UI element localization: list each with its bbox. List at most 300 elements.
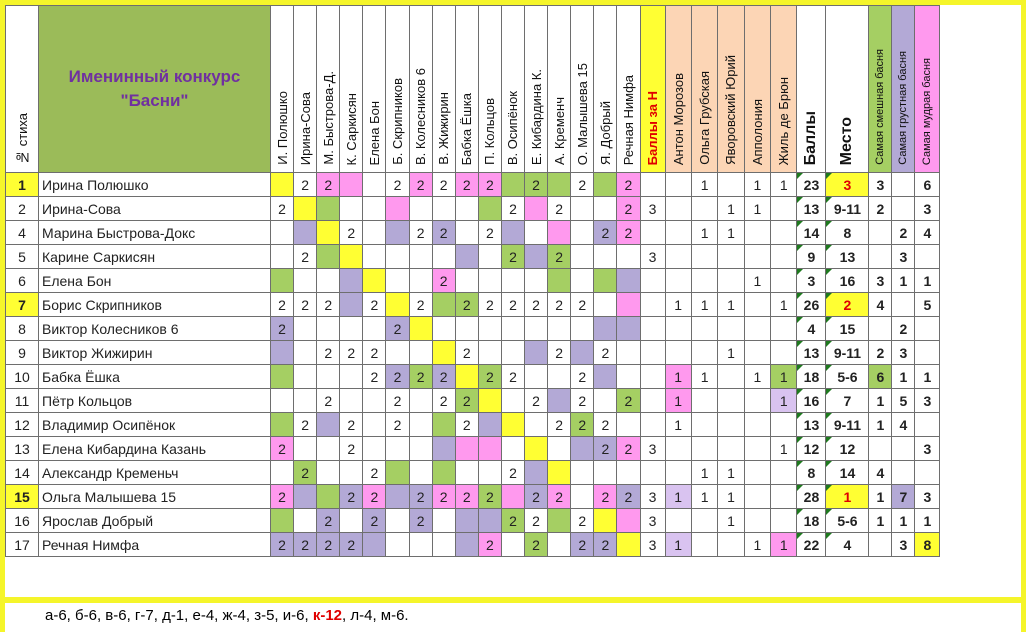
vote-cell [294,317,317,341]
row-number: 5 [6,245,39,269]
guest-vote-cell: 1 [665,389,691,413]
guest-vote-cell: 1 [691,293,717,317]
vote-cell: 2 [271,485,294,509]
vote-cell [525,461,548,485]
guest-vote-cell [665,221,691,245]
vote-cell [455,461,478,485]
vote-cell: 2 [525,293,548,317]
vote-cell: 2 [294,533,317,557]
guest-vote-cell [691,317,717,341]
fable-author-name: Владимир Осипёнок [39,413,271,437]
table-row [6,365,940,389]
vote-cell: 2 [525,173,548,197]
vote-cell [409,245,432,269]
vote-cell [432,413,455,437]
guest-vote-cell [718,173,744,197]
guest-vote-cell [718,269,744,293]
table-row [6,317,940,341]
table-row [6,485,940,509]
vote-cell [501,413,524,437]
author-header-1: И. Полюшко [271,6,294,173]
guest-vote-cell [665,461,691,485]
nomination-funny-cell: 1 [869,509,892,533]
table-row [6,509,940,533]
table-row [6,461,940,485]
vote-cell [294,485,317,509]
vote-cell: 2 [617,437,640,461]
vote-cell [617,365,640,389]
vote-cell [594,245,617,269]
vote-cell [340,317,363,341]
guest-vote-cell: 1 [771,437,797,461]
nomination-wise-cell: 8 [915,533,940,557]
row-number: 16 [6,509,39,533]
n-points-cell [640,173,665,197]
vote-cell [525,245,548,269]
vote-cell [386,461,409,485]
vote-cell [478,341,501,365]
vote-cell [455,317,478,341]
author-header-7: В. Колесников 6 [409,6,432,173]
vote-cell: 2 [594,437,617,461]
vote-cell [432,533,455,557]
vote-cell: 2 [478,173,501,197]
score-header: Баллы [797,6,826,173]
place-cell: 2 [826,293,869,317]
guest-vote-cell [691,509,717,533]
vote-cell: 2 [455,485,478,509]
vote-cell [271,341,294,365]
n-points-cell [640,461,665,485]
vote-cell: 2 [317,293,340,317]
guest-vote-cell [665,269,691,293]
vote-cell [271,245,294,269]
vote-cell [340,197,363,221]
vote-cell: 2 [455,413,478,437]
guest-vote-cell [771,461,797,485]
n-points-cell [640,365,665,389]
vote-cell [594,389,617,413]
author-header-5: Елена Бон [363,6,386,173]
vote-cell: 2 [409,221,432,245]
vote-cell [386,509,409,533]
vote-cell [594,461,617,485]
vote-cell [294,221,317,245]
vote-cell [525,197,548,221]
row-number: 14 [6,461,39,485]
guest-header-3: Яворовский Юрий [718,6,744,173]
vote-cell: 2 [386,389,409,413]
header-stih: № стиха [6,6,39,173]
guest-vote-cell: 1 [718,485,744,509]
row-number: 8 [6,317,39,341]
author-header-15: Я. Добрый [594,6,617,173]
vote-cell: 2 [571,365,594,389]
vote-cell: 2 [548,485,571,509]
vote-cell [548,461,571,485]
place-cell: 15 [826,317,869,341]
vote-cell [386,269,409,293]
guest-vote-cell: 1 [691,485,717,509]
vote-cell: 2 [548,197,571,221]
vote-cell [340,389,363,413]
vote-cell [455,533,478,557]
vote-cell [617,245,640,269]
guest-header-2: Ольга Грубская [691,6,717,173]
contest-title [39,6,271,173]
vote-cell [386,341,409,365]
vote-cell [478,269,501,293]
vote-cell: 2 [548,341,571,365]
vote-cell [386,221,409,245]
place-cell: 9-11 [826,341,869,365]
vote-cell [478,389,501,413]
guest-header-4: Апполония [744,6,770,173]
fable-author-name: Марина Быстрова-Докс [39,221,271,245]
place-header: Место [826,6,869,173]
vote-cell [363,317,386,341]
vote-cell: 2 [594,485,617,509]
vote-cell [363,389,386,413]
vote-cell [501,221,524,245]
vote-cell [409,533,432,557]
guest-vote-cell [771,221,797,245]
vote-cell: 2 [363,341,386,365]
vote-cell [432,437,455,461]
score-cell: 12 [797,437,826,461]
vote-cell: 2 [571,173,594,197]
vote-cell: 2 [409,509,432,533]
vote-cell: 2 [571,509,594,533]
nomination-funny-cell: 1 [869,389,892,413]
contest-title-line1: Именинный конкурс [68,67,241,86]
vote-cell [271,173,294,197]
vote-cell [548,317,571,341]
vote-cell [294,437,317,461]
guest-vote-cell [771,509,797,533]
author-header-3: М. Быстрова-Д. [317,6,340,173]
vote-cell [548,509,571,533]
guest-vote-cell [665,317,691,341]
nomination-funny-cell: 6 [869,365,892,389]
vote-cell [594,509,617,533]
vote-cell [294,509,317,533]
score-cell: 13 [797,341,826,365]
guest-vote-cell [691,413,717,437]
vote-cell [317,317,340,341]
vote-cell [548,389,571,413]
score-cell: 16 [797,389,826,413]
nomination-funny-cell [869,533,892,557]
table-row [6,173,940,197]
vote-cell [525,437,548,461]
vote-cell [617,461,640,485]
vote-cell: 2 [548,245,571,269]
guest-vote-cell [691,269,717,293]
vote-cell [409,389,432,413]
guest-vote-cell [744,413,770,437]
contest-title-line2: "Басни" [120,91,189,110]
score-cell: 8 [797,461,826,485]
guest-vote-cell: 1 [665,485,691,509]
vote-cell: 2 [478,365,501,389]
nomination-sad-cell: 1 [892,269,915,293]
nomination-wise-cell [915,461,940,485]
vote-cell: 2 [409,365,432,389]
guest-vote-cell: 1 [771,365,797,389]
guest-vote-cell [771,245,797,269]
place-cell: 7 [826,389,869,413]
guest-vote-cell [718,437,744,461]
vote-cell [455,197,478,221]
vote-cell: 2 [271,437,294,461]
guest-vote-cell: 1 [744,269,770,293]
nomination-sad-cell: 7 [892,485,915,509]
spreadsheet-sheet [5,5,1021,624]
vote-cell: 2 [432,269,455,293]
vote-cell [571,197,594,221]
vote-cell [548,437,571,461]
fable-author-name: Ирина-Сова [39,197,271,221]
vote-cell: 2 [409,485,432,509]
vote-cell [317,269,340,293]
vote-cell [455,509,478,533]
vote-cell [478,461,501,485]
nomination-sad-cell [892,437,915,461]
nomination-wise-cell: 4 [915,221,940,245]
vote-cell [501,485,524,509]
vote-cell [386,485,409,509]
vote-cell [432,197,455,221]
vote-cell: 2 [501,293,524,317]
guest-vote-cell [665,437,691,461]
vote-cell [409,317,432,341]
vote-cell: 2 [386,173,409,197]
results-table [5,5,940,557]
vote-cell: 2 [455,293,478,317]
score-cell: 4 [797,317,826,341]
vote-cell [594,317,617,341]
vote-cell: 2 [340,413,363,437]
vote-cell: 2 [340,221,363,245]
row-number: 6 [6,269,39,293]
nomination-funny-cell: 4 [869,293,892,317]
nomination-sad-cell [892,461,915,485]
vote-cell: 2 [294,461,317,485]
nomination-sad-cell: 5 [892,389,915,413]
vote-cell [478,413,501,437]
vote-cell [594,365,617,389]
vote-cell [294,341,317,365]
vote-cell: 2 [455,389,478,413]
fable-author-name: Пётр Кольцов [39,389,271,413]
vote-cell: 2 [317,341,340,365]
nomination-wise-cell: 1 [915,365,940,389]
nomination-wise-cell: 5 [915,293,940,317]
vote-cell [501,533,524,557]
row-number: 7 [6,293,39,317]
vote-cell: 2 [432,173,455,197]
vote-cell [363,533,386,557]
nomination-funny-cell [869,437,892,461]
author-header-9: Бабка Ёшка [455,6,478,173]
score-cell: 26 [797,293,826,317]
nomination-wise-cell [915,245,940,269]
vote-cell [340,173,363,197]
vote-cell [363,173,386,197]
guest-vote-cell: 1 [771,389,797,413]
vote-cell [455,365,478,389]
score-cell: 13 [797,413,826,437]
vote-cell [363,197,386,221]
vote-cell: 2 [571,293,594,317]
vote-cell: 2 [294,413,317,437]
vote-cell [294,365,317,389]
guest-vote-cell [744,341,770,365]
n-points-cell [640,221,665,245]
guest-vote-cell [771,317,797,341]
vote-cell [317,365,340,389]
vote-cell [478,197,501,221]
row-number: 9 [6,341,39,365]
vote-cell [340,245,363,269]
guest-vote-cell [691,341,717,365]
vote-cell [617,317,640,341]
vote-cell: 2 [594,341,617,365]
guest-vote-cell [665,341,691,365]
vote-cell [525,317,548,341]
vote-cell: 2 [478,221,501,245]
vote-cell [617,413,640,437]
guest-vote-cell [744,509,770,533]
vote-cell [386,197,409,221]
vote-cell: 2 [432,365,455,389]
fable-author-name: Борис Скрипников [39,293,271,317]
vote-cell [294,197,317,221]
vote-cell [294,389,317,413]
nomination-sad-cell: 3 [892,245,915,269]
vote-cell: 2 [571,413,594,437]
vote-cell [548,221,571,245]
guest-vote-cell [744,389,770,413]
vote-cell: 2 [478,293,501,317]
vote-cell [571,317,594,341]
vote-cell [548,173,571,197]
guest-vote-cell [744,437,770,461]
vote-cell [525,341,548,365]
vote-cell [271,461,294,485]
vote-cell [317,245,340,269]
nomination-sad-cell: 1 [892,509,915,533]
vote-cell [409,269,432,293]
place-cell: 13 [826,245,869,269]
guest-vote-cell [718,365,744,389]
nomination-sad-cell: 4 [892,413,915,437]
guest-vote-cell: 1 [665,533,691,557]
guest-vote-cell: 1 [718,461,744,485]
n-points-cell: 3 [640,533,665,557]
vote-cell: 2 [548,413,571,437]
guest-vote-cell: 1 [718,293,744,317]
vote-cell [548,269,571,293]
vote-cell: 2 [271,533,294,557]
nomination-wise-cell: 1 [915,509,940,533]
score-cell: 9 [797,245,826,269]
vote-cell: 2 [363,461,386,485]
nomination-funny-cell: 2 [869,197,892,221]
vote-cell [571,341,594,365]
author-header-10: П. Кольцов [478,6,501,173]
guest-vote-cell: 1 [771,533,797,557]
place-cell: 12 [826,437,869,461]
nomination-funny-cell: 3 [869,269,892,293]
vote-cell [317,197,340,221]
vote-cell: 2 [294,173,317,197]
fable-author-name: Бабка Ёшка [39,365,271,389]
vote-cell [317,413,340,437]
guest-header-1: Антон Морозов [665,6,691,173]
vote-cell [386,245,409,269]
score-cell: 13 [797,197,826,221]
vote-cell: 2 [294,293,317,317]
nomination-sad-cell: 1 [892,365,915,389]
nomination-sad-cell: 2 [892,317,915,341]
row-number: 12 [6,413,39,437]
vote-cell [571,461,594,485]
guest-vote-cell [665,509,691,533]
author-header-11: В. Осипёнок [501,6,524,173]
n-points-cell [640,317,665,341]
nomination-sad-cell: 3 [892,533,915,557]
vote-cell: 2 [501,461,524,485]
vote-cell: 2 [525,533,548,557]
guest-vote-cell [718,413,744,437]
fable-author-name: Виктор Колесников 6 [39,317,271,341]
vote-cell: 2 [455,173,478,197]
nomination-sad-cell: 3 [892,341,915,365]
guest-vote-cell: 1 [691,173,717,197]
table-row [6,221,940,245]
vote-cell: 2 [571,389,594,413]
author-header-6: Б. Скрипников [386,6,409,173]
vote-cell [363,269,386,293]
vote-cell: 2 [317,509,340,533]
nomination-wise-cell [915,341,940,365]
vote-cell [432,509,455,533]
row-number: 17 [6,533,39,557]
vote-cell [548,533,571,557]
nomination-funny-cell: 1 [869,413,892,437]
vote-cell: 2 [409,173,432,197]
n-points-cell: 3 [640,485,665,509]
vote-cell [455,245,478,269]
table-row [6,197,940,221]
guest-vote-cell [744,317,770,341]
table-row [6,413,940,437]
vote-cell [409,341,432,365]
guest-header-5: Жиль де Брюн [771,6,797,173]
vote-cell [317,461,340,485]
place-cell: 1 [826,485,869,509]
nomination-wise-cell: 6 [915,173,940,197]
vote-cell: 2 [501,365,524,389]
fable-author-name: Елена Бон [39,269,271,293]
vote-cell [455,437,478,461]
vote-cell [501,317,524,341]
author-header-12: Е. Кибардина К. [525,6,548,173]
vote-cell: 2 [409,293,432,317]
guest-vote-cell [744,245,770,269]
